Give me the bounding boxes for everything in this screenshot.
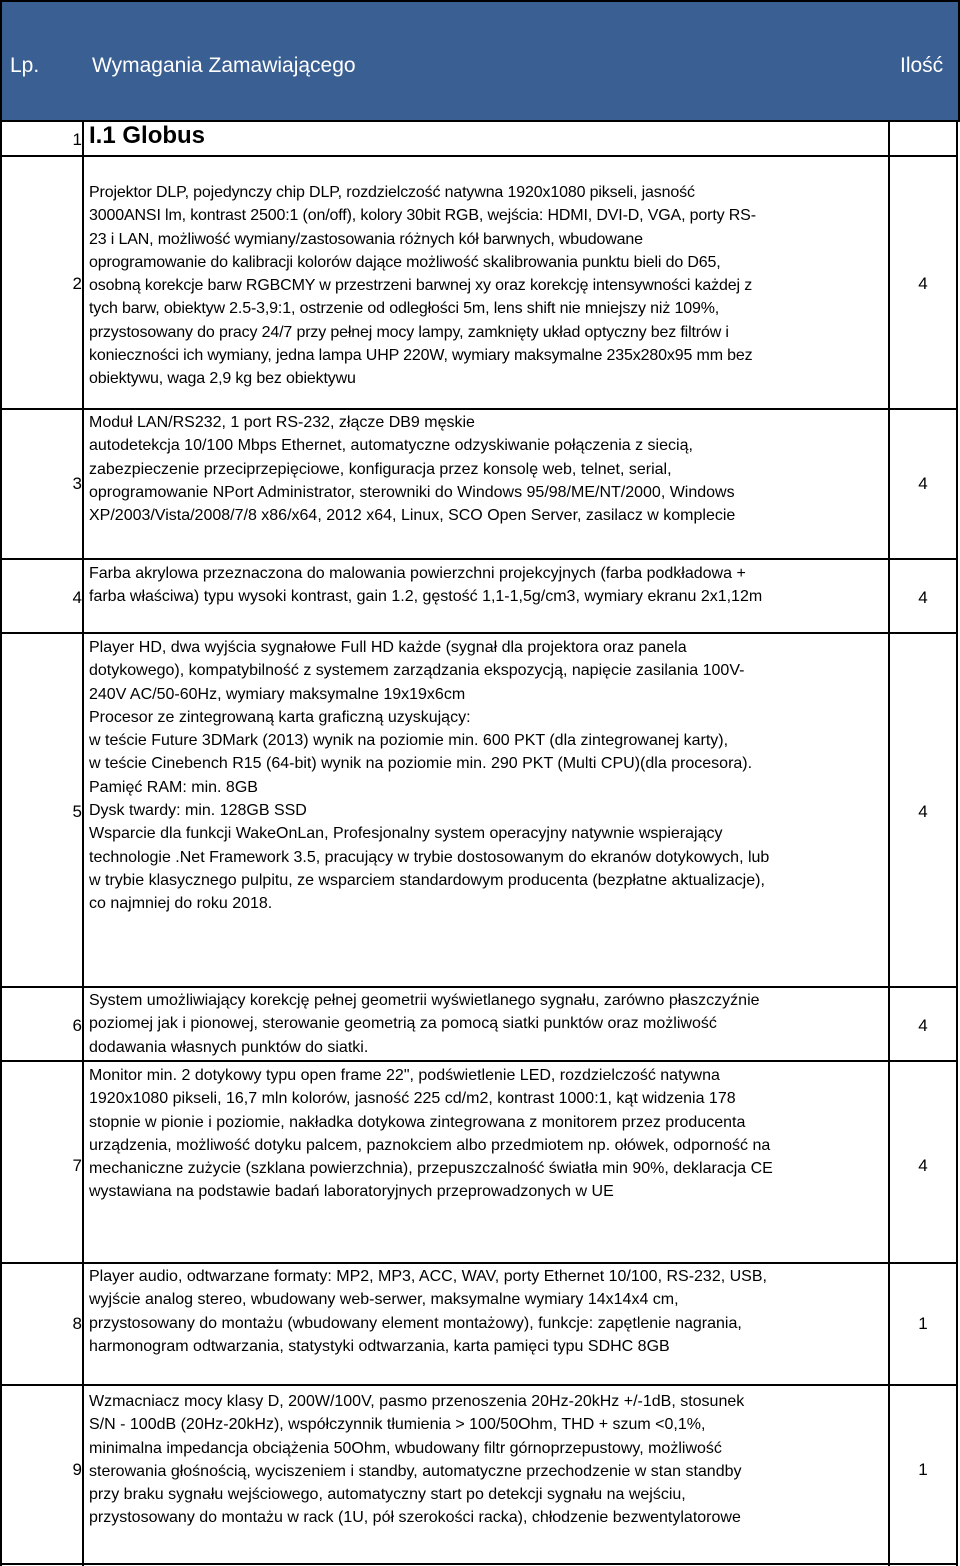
- row-quantity: 4: [918, 588, 928, 607]
- row-divider: [0, 155, 958, 157]
- row-quantity: 1: [918, 1460, 928, 1479]
- section-title: I.1 Globus: [89, 122, 206, 149]
- row-description: Moduł LAN/RS232, 1 port RS-232, złącze DB9 męskie autodetekcja 10/100 Mbps Ethernet, automatyczne odzyskiwanie połączenia z siecią, zabezpieczenie przeciprzepięciowe, konfiguracja przez konsolę web, telnet, serial, oprogramowanie NPort Administrator, sterowniki do Windows 95/98/ME/NT/2000, Windows XP/2003/Vista/2008/7/8 x86/x64, 2012 x64, Linux, SCO Open Server, zasilacz w komplecie: [89, 414, 736, 525]
- row-quantity: 1: [918, 1314, 928, 1333]
- border-qty-column: [888, 122, 890, 1566]
- row-quantity: 4: [918, 1156, 928, 1175]
- row-lp: 4: [72, 588, 82, 607]
- row-description: Player audio, odtwarzane formaty: MP2, MP3, ACC, WAV, porty Ethernet 10/100, RS-232, USB, wyjście analog stereo, wbudowany web-serwer, maksymalne wymiary 14x14x4 cm, przystosowany do montażu (wbudowany element montażowy), funkcje: zapętlenie nagrania, harmonogram odtwarzania, statystyki odtwarzania, karta pamięci typu SDHC 8GB: [89, 1268, 767, 1355]
- row-lp: 5: [72, 802, 82, 821]
- table-header: [0, 0, 960, 122]
- header-lp: Lp.: [10, 54, 40, 77]
- row-lp: 8: [72, 1314, 82, 1333]
- row-quantity: 4: [918, 802, 928, 821]
- row-description: Farba akrylowa przeznaczona do malowania powierzchni projekcyjnych (farba podkładowa + farba właściwa) typu wysoki kontrast, gain 1.2, gęstość 1,1-1,5g/cm3, wymiary ekranu 2x1,12m: [89, 565, 763, 606]
- row-lp: 2: [72, 274, 82, 293]
- row-divider: [0, 1563, 958, 1565]
- border-right: [956, 122, 958, 1566]
- row-quantity: 4: [918, 274, 928, 293]
- row-lp: 6: [72, 1016, 82, 1035]
- row-description: Projektor DLP, pojedynczy chip DLP, rozdzielczość natywna 1920x1080 pikseli, jasność 3000ANSI lm, kontrast 2500:1 (on/off), kolory 30bit RGB, wejścia: HDMI, DVI-D, VGA, porty RS- 23 i LAN, możliwość wymiany/zastosowania różnych kół barwnych, wbudowane oprogramowanie do kalibracji kolorów dające możliwość skalibrowania punktu bieli do D65, osobną korekcje barw RGBCMY w przestrzeni barwnej xy oraz korekcję intensywności każdej z tych barw, obiektyw 2.5-3,9:1, ostrzenie od odległości 5m, lens shift nie mniejszy niż 109%, przystosowany do pracy 24/7 przy pełnej mocy lampy, zamknięty układ optyczny bez filtrów i konieczności ich wymiany, jedna lampa UHP 220W, wymiary maksymalne 235x280x95 mm bez obiektywu, waga 2,9 kg bez obiektywu: [89, 184, 756, 388]
- row-description: Wzmacniacz mocy klasy D, 200W/100V, pasmo przenoszenia 20Hz-20kHz +/-1dB, stosunek S/N - 100dB (20Hz-20kHz), współczynnik tłumienia > 100/50Ohm, THD + szum <0,1%, minimalna impedancja obciążenia 50Ohm, wbudowany filtr górnoprzepustowy, możliwość sterowania głośnością, wyciszeniem i standby, automatyczne przechodzenie w stan standby przy braku sygnału wejściowego, automatyczny start po detekcji sygnału na wejściu, przystosowany do montażu w rack (1U, pół szerokości racka), chłodzenie bezwentylatorowe: [89, 1393, 745, 1527]
- row-lp: 3: [72, 474, 82, 493]
- row-description: Monitor min. 2 dotykowy typu open frame 22", podświetlenie LED, rozdzielczość natywna 1920x1080 pikseli, 16,7 mln kolorów, jasność 225 cd/m2, kontrast 1000:1, kąt widzenia 178 stopnie w pionie i poziomie, nakładka dotykowa zintegrowana z monitorem przez producenta urządzenia, możliwość dotyku palcem, paznokciem albo przedmiotem np. ołówek, odporność na mechaniczne zużycie (szklana powierzchnia), przepuszczalność światła min 90%, deklaracja CE wystawiana na podstawie badań laboratoryjnych przeprowadzonych w UE: [89, 1067, 773, 1201]
- border-left: [0, 122, 2, 1566]
- row-lp: 9: [72, 1460, 82, 1479]
- row-quantity: 4: [918, 474, 928, 493]
- section-number: 1: [72, 130, 82, 149]
- row-divider: [0, 1060, 958, 1062]
- row-divider: [0, 1384, 958, 1386]
- border-lp-column: [82, 122, 84, 1566]
- row-divider: [0, 558, 958, 560]
- row-description: System umożliwiający korekcję pełnej geometrii wyświetlanego sygnału, zarówno płaszczyźnie poziomej jak i pionowej, sterowanie geometrią za pomocą siatki punktów oraz możliwość dodawania własnych punktów do siatki.: [89, 992, 760, 1056]
- row-divider: [0, 1262, 958, 1264]
- row-divider: [0, 408, 958, 410]
- row-divider: [0, 632, 958, 634]
- row-description: Player HD, dwa wyjścia sygnałowe Full HD każde (sygnał dla projektora oraz panela dotykowego), kompatybilność z systemem zarządzania ekspozycją, napięcie zasilania 100V- 240V AC/50-60Hz, wymiary maksymalne 19x19x6cm Procesor ze zintegrowaną karta graficzną uzyskujący: w teście Future 3DMark (2013) wynik na poziomie min. 600 PKT (dla zintegrowanej karty), w teście Cinebench R15 (64-bit) wynik na poziomie min. 290 PKT (Multi CPU)(dla procesora). Pamięć RAM: min. 8GB Dysk twardy: min. 128GB SSD Wsparcie dla funkcji WakeOnLan, Profesjonalny system operacyjny natywnie wspierający technologie .Net Framework 3.5, pracujący w trybie dostosowanym do ekranów dotykowych, lub w trybie klasycznego pulpitu, ze wsparciem standardowym producenta (bezpłatne aktualizacje), co najmniej do roku 2018.: [89, 639, 770, 913]
- header-quantity: Ilość: [900, 54, 944, 77]
- header-requirements: Wymagania Zamawiającego: [92, 54, 356, 77]
- row-lp: 7: [72, 1156, 82, 1175]
- row-divider: [0, 986, 958, 988]
- row-quantity: 4: [918, 1016, 928, 1035]
